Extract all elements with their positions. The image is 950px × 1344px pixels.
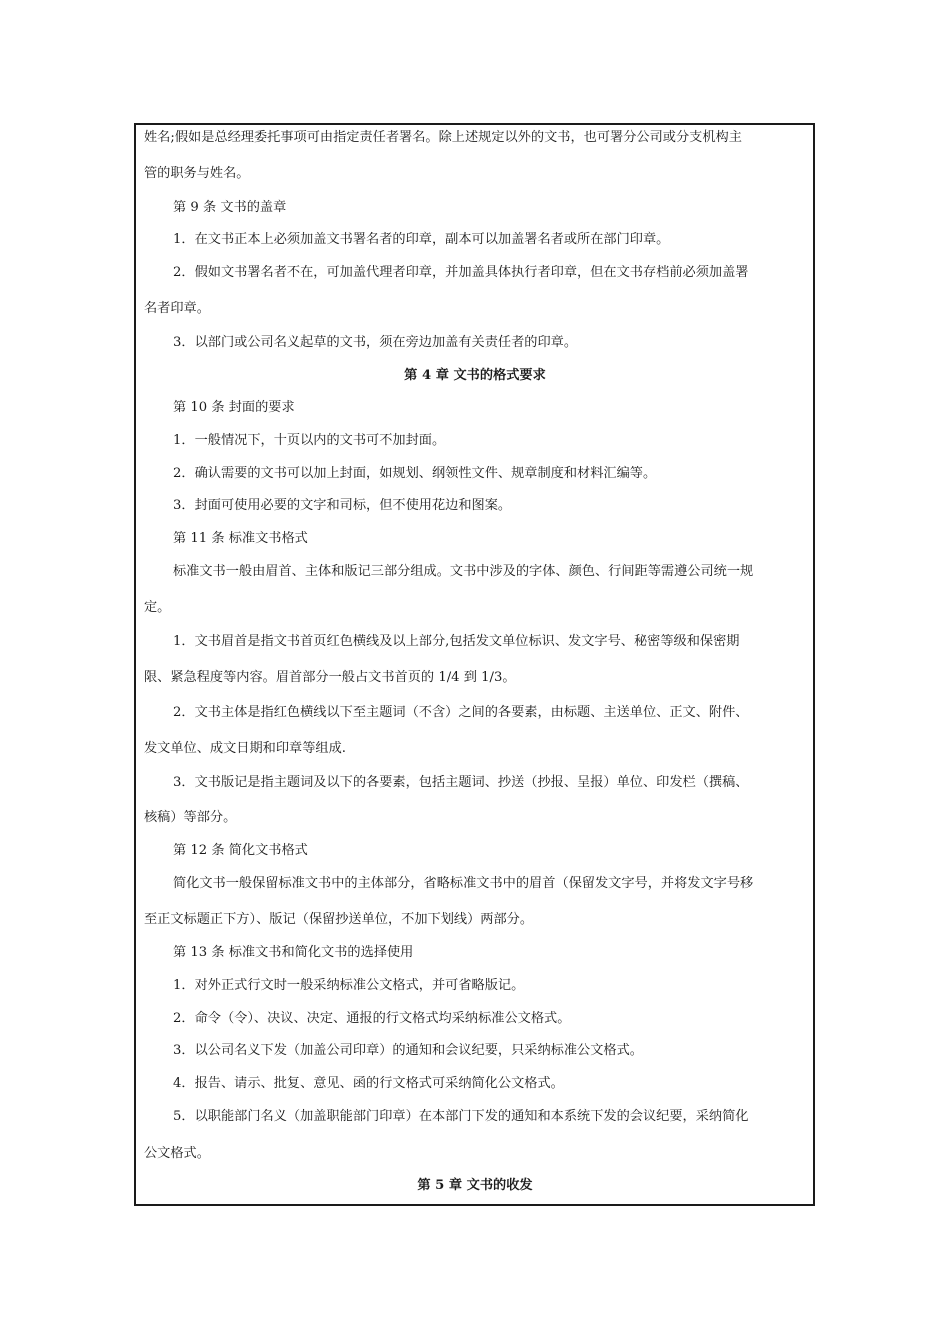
text-line: 核稿）等部分。 <box>144 810 237 825</box>
text-line: 2．命令（令）、决议、决定、通报的行文格式均采纳标准公文格式。 <box>173 1011 571 1026</box>
text-line: 1．对外正式行文时一般采纳标准公文格式，并可省略版记。 <box>173 978 525 993</box>
text-line: 2．确认需要的文书可以加上封面，如规划、纲领性文件、规章制度和材料汇编等。 <box>173 466 657 481</box>
text-line: 简化文书一般保留标准文书中的主体部分，省略标准文书中的眉首（保留发文字号，并将发文字号移 <box>173 876 754 891</box>
article-heading: 第 9 条 文书的盖章 <box>173 200 287 215</box>
article-heading: 第 10 条 封面的要求 <box>173 400 295 415</box>
article-heading: 第 12 条 简化文书格式 <box>173 843 308 858</box>
text-line: 标准文书一般由眉首、主体和版记三部分组成。文书中涉及的字体、颜色、行间距等需遵公司统一规 <box>173 564 754 579</box>
text-line: 4．报告、请示、批复、意见、函的行文格式可采纳简化公文格式。 <box>173 1076 564 1091</box>
text-line: 名者印章。 <box>144 301 210 316</box>
text-line: 1．在文书正本上必须加盖文书署名者的印章，副本可以加盖署名者或所在部门印章。 <box>173 232 670 247</box>
text-line: 1．文书眉首是指文书首页红色横线及以上部分,包括发文单位标识、发文字号、秘密等级和保密期 <box>173 634 740 649</box>
text-line: 公文格式。 <box>144 1146 210 1161</box>
text-line: 3．文书版记是指主题词及以下的各要素，包括主题词、抄送（抄报、呈报）单位、印发栏（撰稿、 <box>173 775 749 790</box>
article-heading: 第 13 条 标准文书和简化文书的选择使用 <box>173 945 414 960</box>
text-line: 2．假如文书署名者不在，可加盖代理者印章，并加盖具体执行者印章，但在文书存档前必须加盖署 <box>173 265 749 280</box>
text-line: 1．一般情况下，十页以内的文书可不加封面。 <box>173 433 446 448</box>
text-line: 2．文书主体是指红色横线以下至主题词（不含）之间的各要素，由标题、主送单位、正文、附件、 <box>173 705 749 720</box>
text-line: 3．以公司名义下发（加盖公司印章）的通知和会议纪要，只采纳标准公文格式。 <box>173 1043 643 1058</box>
text-line: 3．封面可使用必要的文字和司标，但不使用花边和图案。 <box>173 498 512 513</box>
text-line: 5．以职能部门名义（加盖职能部门印章）在本部门下发的通知和本系统下发的会议纪要，采纳简化 <box>173 1109 749 1124</box>
chapter-heading: 第 5 章 文书的收发 <box>417 1178 533 1193</box>
text-line: 定。 <box>144 600 171 615</box>
text-line: 发文单位、成文日期和印章等组成. <box>144 741 347 756</box>
text-line: 管的职务与姓名。 <box>144 166 250 181</box>
text-line: 至正文标题正下方）、版记（保留抄送单位，不加下划线）两部分。 <box>144 912 534 927</box>
chapter-heading: 第 4 章 文书的格式要求 <box>404 368 546 383</box>
text-line: 姓名;假如是总经理委托事项可由指定责任者署名。除上述规定以外的文书，也可署分公司或分支机构主 <box>144 130 742 145</box>
article-heading: 第 11 条 标准文书格式 <box>173 531 308 546</box>
text-line: 限、紧急程度等内容。眉首部分一般占文书首页的 1/4 到 1/3。 <box>144 670 516 685</box>
text-line: 3．以部门或公司名义起草的文书，须在旁边加盖有关责任者的印章。 <box>173 335 578 350</box>
